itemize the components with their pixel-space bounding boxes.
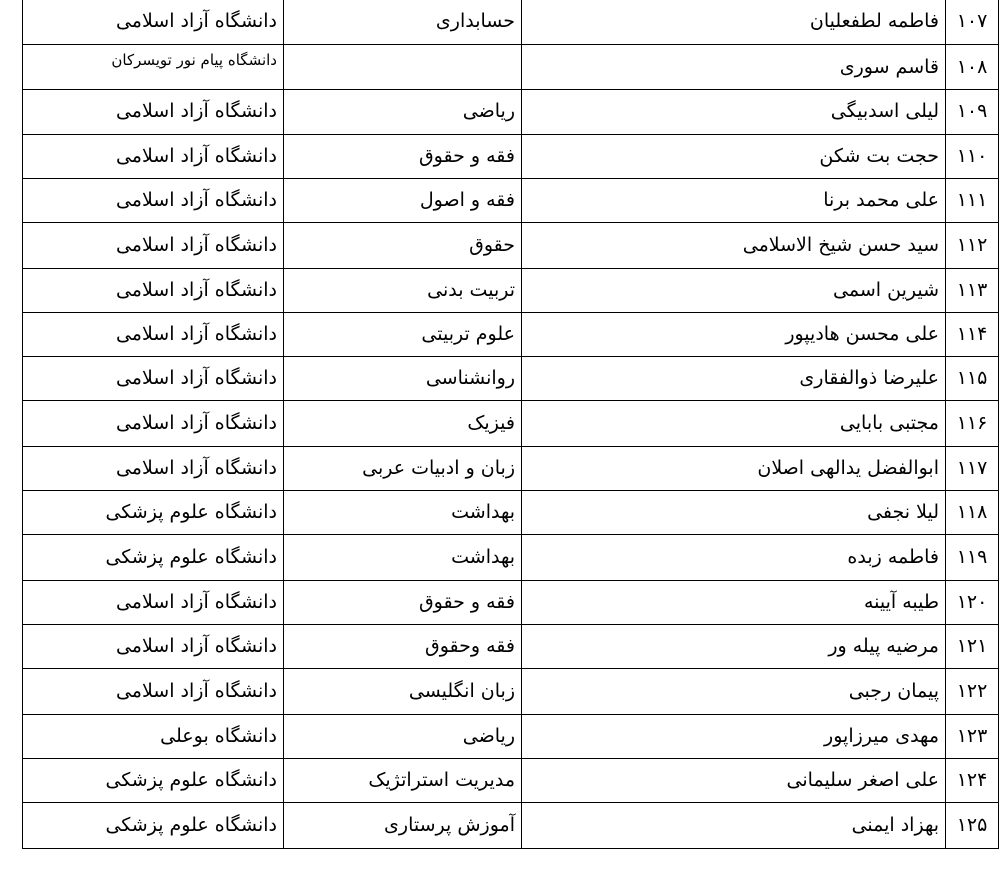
field-of-study <box>284 44 522 89</box>
university-name: دانشگاه آزاد اسلامی <box>23 357 284 401</box>
university-name: دانشگاه آزاد اسلامی <box>23 223 284 268</box>
university-name: دانشگاه آزاد اسلامی <box>23 446 284 490</box>
row-number: ۱۱۰ <box>946 134 999 178</box>
table-row <box>23 268 999 312</box>
person-name: طیبه آیینه <box>522 580 946 624</box>
row-number: ۱۲۳ <box>946 714 999 758</box>
university-name: دانشگاه بوعلی <box>23 714 284 758</box>
person-name: پیمان رجبی <box>522 669 946 714</box>
table-row <box>23 90 999 134</box>
row-number: ۱۱۵ <box>946 357 999 401</box>
person-name: علی اصغر سلیمانی <box>522 759 946 803</box>
roster-sheet <box>22 0 998 849</box>
table-row <box>23 580 999 624</box>
university-name: دانشگاه علوم پزشکی <box>23 491 284 535</box>
person-name: ابوالفضل یدالهی اصلان <box>522 446 946 490</box>
person-name: سید حسن شیخ الاسلامی <box>522 223 946 268</box>
person-name: حجت بت شکن <box>522 134 946 178</box>
field-of-study: فیزیک <box>284 401 522 446</box>
row-number: ۱۱۹ <box>946 535 999 580</box>
field-of-study: زبان و ادبیات عربی <box>284 446 522 490</box>
row-number: ۱۱۴ <box>946 312 999 356</box>
person-name: شیرین اسمی <box>522 268 946 312</box>
university-name: دانشگاه آزاد اسلامی <box>23 268 284 312</box>
university-name: دانشگاه آزاد اسلامی <box>23 669 284 714</box>
university-name: دانشگاه علوم پزشکی <box>23 759 284 803</box>
row-number: ۱۰۷ <box>946 0 999 44</box>
university-name: دانشگاه آزاد اسلامی <box>23 312 284 356</box>
table-row <box>23 491 999 535</box>
field-of-study: آموزش پرستاری <box>284 803 522 849</box>
person-name: علی محمد برنا <box>522 178 946 222</box>
row-number: ۱۱۲ <box>946 223 999 268</box>
table-row <box>23 714 999 758</box>
field-of-study: روانشناسی <box>284 357 522 401</box>
field-of-study: فقه و اصول <box>284 178 522 222</box>
field-of-study: فقه و حقوق <box>284 580 522 624</box>
row-number: ۱۲۱ <box>946 625 999 669</box>
row-number: ۱۲۴ <box>946 759 999 803</box>
field-of-study: بهداشت <box>284 491 522 535</box>
person-name: فاطمه زبده <box>522 535 946 580</box>
field-of-study: تربیت بدنی <box>284 268 522 312</box>
table-row <box>23 44 999 89</box>
row-number: ۱۰۹ <box>946 90 999 134</box>
field-of-study: زبان انگلیسی <box>284 669 522 714</box>
table-row <box>23 134 999 178</box>
university-name: دانشگاه علوم پزشکی <box>23 535 284 580</box>
university-name: دانشگاه آزاد اسلامی <box>23 178 284 222</box>
row-number: ۱۲۰ <box>946 580 999 624</box>
row-number: ۱۲۲ <box>946 669 999 714</box>
university-name: دانشگاه آزاد اسلامی <box>23 580 284 624</box>
table-row <box>23 803 999 849</box>
roster-table <box>22 0 999 849</box>
person-name: مهدی میرزاپور <box>522 714 946 758</box>
table-row <box>23 178 999 222</box>
university-name: دانشگاه آزاد اسلامی <box>23 0 284 44</box>
field-of-study: حسابداری <box>284 0 522 44</box>
person-name: بهزاد ایمنی <box>522 803 946 849</box>
row-number: ۱۱۳ <box>946 268 999 312</box>
table-row <box>23 223 999 268</box>
row-number: ۱۱۶ <box>946 401 999 446</box>
field-of-study: مدیریت استراتژیک <box>284 759 522 803</box>
person-name: فاطمه لطفعلیان <box>522 0 946 44</box>
row-number: ۱۲۵ <box>946 803 999 849</box>
field-of-study: فقه و حقوق <box>284 134 522 178</box>
table-row <box>23 312 999 356</box>
table-row <box>23 669 999 714</box>
table-row <box>23 0 999 44</box>
table-row <box>23 535 999 580</box>
university-name: دانشگاه آزاد اسلامی <box>23 90 284 134</box>
field-of-study: ریاضی <box>284 90 522 134</box>
field-of-study: ریاضی <box>284 714 522 758</box>
row-number: ۱۱۸ <box>946 491 999 535</box>
field-of-study: بهداشت <box>284 535 522 580</box>
row-number: ۱۰۸ <box>946 44 999 89</box>
university-name: دانشگاه آزاد اسلامی <box>23 625 284 669</box>
person-name: مجتبی بابایی <box>522 401 946 446</box>
university-name: دانشگاه آزاد اسلامی <box>23 401 284 446</box>
table-row <box>23 446 999 490</box>
person-name: علی محسن هادیپور <box>522 312 946 356</box>
table-row <box>23 625 999 669</box>
field-of-study: فقه وحقوق <box>284 625 522 669</box>
table-row <box>23 357 999 401</box>
university-name: دانشگاه علوم پزشکی <box>23 803 284 849</box>
person-name: لیلی اسدبیگی <box>522 90 946 134</box>
table-row <box>23 401 999 446</box>
row-number: ۱۱۷ <box>946 446 999 490</box>
university-name: دانشگاه آزاد اسلامی <box>23 134 284 178</box>
person-name: علیرضا ذوالفقاری <box>522 357 946 401</box>
row-number: ۱۱۱ <box>946 178 999 222</box>
person-name: قاسم سوری <box>522 44 946 89</box>
roster-body <box>23 0 999 849</box>
person-name: مرضیه پیله ور <box>522 625 946 669</box>
table-row <box>23 759 999 803</box>
university-name: دانشگاه پیام نور تویسرکان <box>23 44 284 89</box>
field-of-study: علوم تربیتی <box>284 312 522 356</box>
field-of-study: حقوق <box>284 223 522 268</box>
person-name: لیلا نجفی <box>522 491 946 535</box>
